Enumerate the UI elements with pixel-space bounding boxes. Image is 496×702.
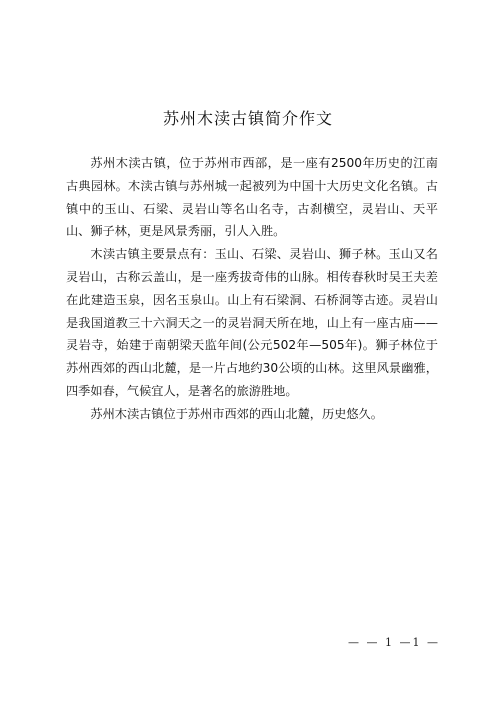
paragraph-attractions: 木渎古镇主要景点有：玉山、石梁、灵岩山、狮子林。玉山又名灵岩山，古称云盖山，是一座秀拔奇伟的山脉。相传春秋时吴王夫差在此建造玉泉，因名玉泉山。山上有石梁洞、石桥洞等古迹。灵岩山是我国道教三十六洞天之一的灵岩洞天所在地，山上有一座古庙——灵岩寺，始建于南朝梁天监年间(公元502年—505年)。狮子林位于苏州西郊的西山北麓，是一片占地约30公顷的山林。这里风景幽雅，四季如春，气候宜人，是著名的旅游胜地。 — [66, 247, 438, 398]
page-number: — — 1 —1 — — [348, 636, 440, 649]
paragraph-intro: 苏州木渎古镇，位于苏州市西部，是一座有2500年历史的江南古典园林。木渎古镇与苏州城一起被列为中国十大历史文化名镇。古镇中的玉山、石梁、灵岩山等名山名寺，古刹横空，灵岩山、天平山、狮子林，更是风景秀丽，引人入胜。 — [66, 156, 438, 239]
document-title: 苏州木渎古镇简介作文 — [162, 109, 333, 128]
document-body — [66, 152, 438, 426]
paragraph-closing: 苏州木渎古镇位于苏州市西郊的西山北麓，历史悠久。 — [90, 406, 383, 421]
